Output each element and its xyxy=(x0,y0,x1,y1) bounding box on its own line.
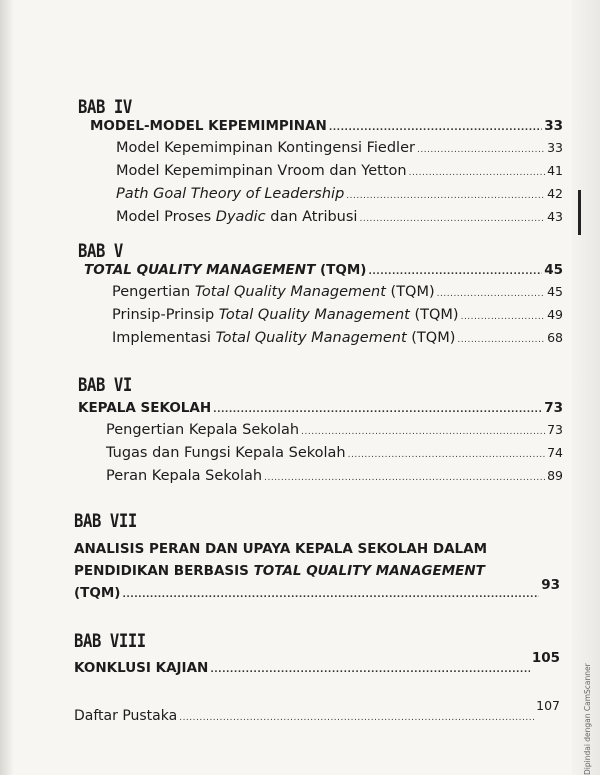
chapter-title-row[interactable] xyxy=(84,262,563,284)
toc-entry[interactable] xyxy=(116,163,563,186)
page-number: 43 xyxy=(547,209,563,224)
page-number: 105 xyxy=(531,650,560,666)
chapter-title-block[interactable] xyxy=(74,538,560,604)
chapter-title-row[interactable] xyxy=(90,118,563,140)
toc-entry[interactable] xyxy=(112,330,563,353)
entry-title: Model Kepemimpinan Kontingensi Fiedler xyxy=(116,140,415,156)
chapter-bab-v xyxy=(78,240,563,353)
toc-entry[interactable] xyxy=(116,140,563,163)
toc-entry[interactable] xyxy=(116,209,563,232)
page-number: 107 xyxy=(536,698,560,713)
chapter-bab-iv xyxy=(78,96,563,232)
bibliography-entry xyxy=(74,698,560,724)
chapter-title: TOTAL QUALITY MANAGEMENT (TQM) xyxy=(84,262,367,278)
toc-entry[interactable] xyxy=(106,422,563,445)
chapter-title: MODEL-MODEL KEPEMIMPINAN xyxy=(90,118,327,134)
leader-dots xyxy=(437,289,545,299)
leader-dots xyxy=(457,335,545,345)
page-number: 74 xyxy=(547,445,563,460)
chapter-bab-vii xyxy=(74,510,560,604)
page-number: 45 xyxy=(544,262,563,278)
page-number: 41 xyxy=(547,163,563,178)
chapter-label: BAB VI xyxy=(78,374,132,396)
leader-dots xyxy=(179,713,534,723)
leader-dots xyxy=(409,168,546,178)
chapter-title: KONKLUSI KAJIAN xyxy=(74,660,209,676)
chapter-title-row xyxy=(74,577,560,604)
chapter-title: KEPALA SEKOLAH xyxy=(78,400,212,416)
chapter-title-row[interactable] xyxy=(78,400,563,422)
toc-entry[interactable] xyxy=(74,698,560,724)
leader-dots xyxy=(122,584,539,606)
chapter-label: BAB IV xyxy=(78,96,132,118)
page-number: 89 xyxy=(547,468,563,483)
chapter-label: BAB VIII xyxy=(74,630,146,652)
entry-title: Tugas dan Fungsi Kepala Sekolah xyxy=(106,445,346,461)
entry-title: Pengertian Total Quality Management (TQM) xyxy=(112,284,435,300)
leader-dots xyxy=(346,191,545,201)
page-number: 73 xyxy=(544,400,563,416)
chapter-title-line: (TQM) xyxy=(74,585,121,601)
page-number: 49 xyxy=(547,307,563,322)
leader-dots xyxy=(348,450,545,460)
leader-dots xyxy=(417,145,545,155)
entry-title: Pengertian Kepala Sekolah xyxy=(106,422,300,438)
leader-dots xyxy=(461,312,546,322)
page-number: 73 xyxy=(547,422,563,437)
chapter-bab-viii xyxy=(74,630,560,682)
toc-entry[interactable] xyxy=(112,284,563,307)
entry-title: Peran Kepala Sekolah xyxy=(106,468,263,484)
toc-entry[interactable] xyxy=(106,468,563,491)
toc-entry[interactable] xyxy=(112,307,563,330)
entry-title: Daftar Pustaka xyxy=(74,708,178,724)
page-number: 68 xyxy=(547,330,563,345)
chapter-title-row[interactable] xyxy=(74,650,560,682)
chapter-bab-vi xyxy=(78,374,563,491)
chapter-label: BAB VII xyxy=(74,510,137,532)
page-number: 33 xyxy=(544,118,563,134)
leader-dots xyxy=(210,665,529,675)
leader-dots xyxy=(301,427,545,437)
page-number: 33 xyxy=(547,140,563,155)
leader-dots xyxy=(329,123,542,133)
page-number: 42 xyxy=(547,186,563,201)
entry-title: Prinsip-Prinsip Total Quality Management (TQM) xyxy=(112,307,459,323)
scanner-watermark: Dipindai dengan CamScanner xyxy=(583,663,592,775)
entry-title: Model Kepemimpinan Vroom dan Yetton xyxy=(116,163,407,179)
chapter-label: BAB V xyxy=(78,240,123,262)
toc-entry[interactable] xyxy=(106,445,563,468)
page-gutter-shadow xyxy=(0,0,14,775)
leader-dots xyxy=(264,473,545,483)
toc-entry[interactable] xyxy=(116,186,563,209)
chapter-title-line: PENDIDIKAN BERBASIS TOTAL QUALITY MANAGEMENT xyxy=(74,563,485,579)
entry-title: Implementasi Total Quality Management (TQM) xyxy=(112,330,456,346)
leader-dots xyxy=(359,214,545,224)
leader-dots xyxy=(213,405,542,415)
entry-title: Model Proses Dyadic dan Atribusi xyxy=(116,209,358,225)
binding-mark xyxy=(578,190,581,235)
page-number: 93 xyxy=(541,577,560,593)
leader-dots xyxy=(368,267,542,277)
entry-title: Path Goal Theory of Leadership xyxy=(116,186,345,202)
chapter-title-line: ANALISIS PERAN DAN UPAYA KEPALA SEKOLAH DALAM xyxy=(74,541,488,557)
page-number: 45 xyxy=(547,284,563,299)
